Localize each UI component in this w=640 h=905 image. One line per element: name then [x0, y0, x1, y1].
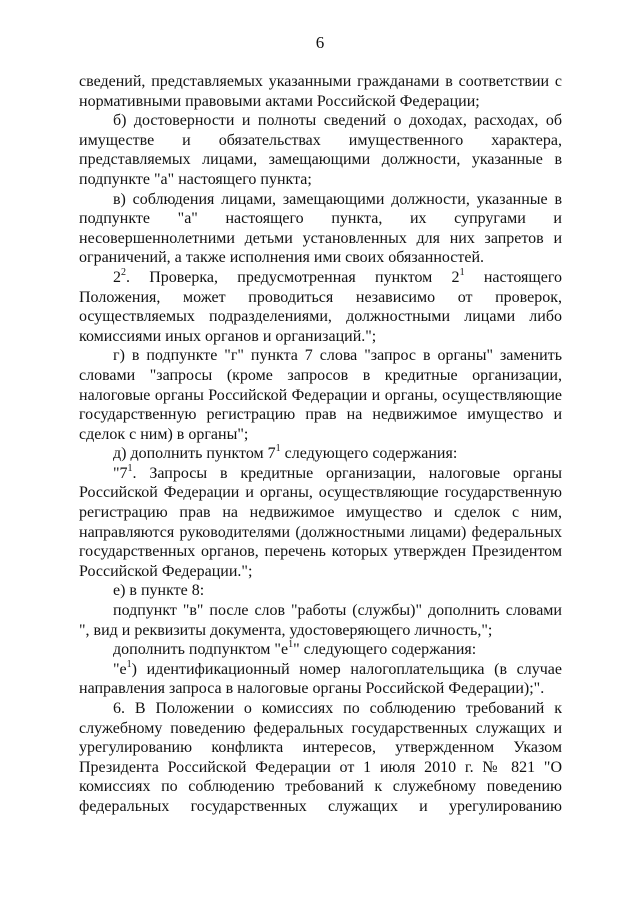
paragraph-text: дополнить подпунктом "е	[113, 641, 289, 659]
paragraph: 6. В Положении о комиссиях по соблюдению требований к служебному поведению федеральных государственных служащих и урегулированию конфликта интересов, утвержденном Указом Президента Российской Федерации от 1 июля 2010 г. № 821 "О комиссиях по соблюдению требований к служебному поведению федеральных государственных служащих и урегулированию	[79, 700, 562, 815]
paragraph	[79, 444, 562, 464]
page-number: 6	[315, 33, 325, 52]
paragraph	[79, 660, 562, 699]
paragraph-text: . Проверка, предусмотренная пунктом 2	[126, 268, 460, 286]
paragraph-number: 2	[113, 268, 121, 286]
paragraph: б) достоверности и полноты сведений о доходах, расходах, об имуществе и обязательствах имущественного характера, представляемых лицами, замещающими должности, указанные в подпункте "а" настоящего пункта;	[79, 112, 562, 188]
paragraph	[79, 268, 562, 346]
superscript: 1	[459, 266, 465, 278]
paragraph: сведений, представляемых указанными гражданами в соответствии с нормативными правовыми актами Российской Федерации;	[79, 73, 562, 110]
superscript: 1	[127, 462, 133, 474]
paragraph-text: д) дополнить пунктом 7	[113, 445, 276, 463]
paragraph-text: следующего содержания:	[280, 445, 458, 463]
paragraph-text: "7	[113, 464, 128, 482]
paragraph-text: . Запросы в кредитные организации, налоговые органы Российской Федерации и органы, осуществляющие государственную регистрацию прав на недвижимое имущество и сделок с ним, направляются руководителями (должностными лицами) федеральных государственных органов, перечень которых утвержден Президентом Российской Федерации.";	[79, 464, 562, 580]
paragraph	[79, 464, 562, 582]
paragraph: е) в пункте 8:	[113, 582, 205, 600]
paragraph	[79, 640, 562, 660]
paragraph-text: "е	[113, 660, 127, 678]
superscript: 1	[288, 639, 294, 651]
document-body	[79, 72, 562, 817]
superscript: 1	[126, 658, 132, 670]
paragraph: подпункт "в" после слов "работы (службы)" дополнить словами ", вид и реквизиты документа, удостоверяющего личность,";	[79, 602, 562, 639]
paragraph: г) в подпункте "г" пункта 7 слова "запрос в органы" заменить словами "запросы (кроме запросов в кредитные организации, налоговые органы Российской Федерации и органы, осуществляющие государственную регистрацию прав на недвижимое имущество и сделок с ним) в органы";	[79, 347, 562, 443]
paragraph-text: " следующего содержания:	[293, 641, 477, 659]
superscript: 2	[121, 266, 126, 278]
paragraph: в) соблюдения лицами, замещающими должности, указанные в подпункте "а" настоящего пункта, их супругами и несовершеннолетними детьми установленных для них запретов и ограничений, а также исполнения ими своих обязанностей.	[79, 190, 562, 267]
paragraph-text: ) идентификационный номер налогоплательщика (в случае направления запроса в налоговые органы Российской Федерации);".	[79, 660, 562, 698]
superscript: 1	[275, 443, 281, 455]
paragraph-text: настоящего Положения, может проводиться независимо от проверок, осуществляемых подразделениями, должностными лицами либо комиссиями иных органов и организаций.";	[79, 268, 563, 345]
